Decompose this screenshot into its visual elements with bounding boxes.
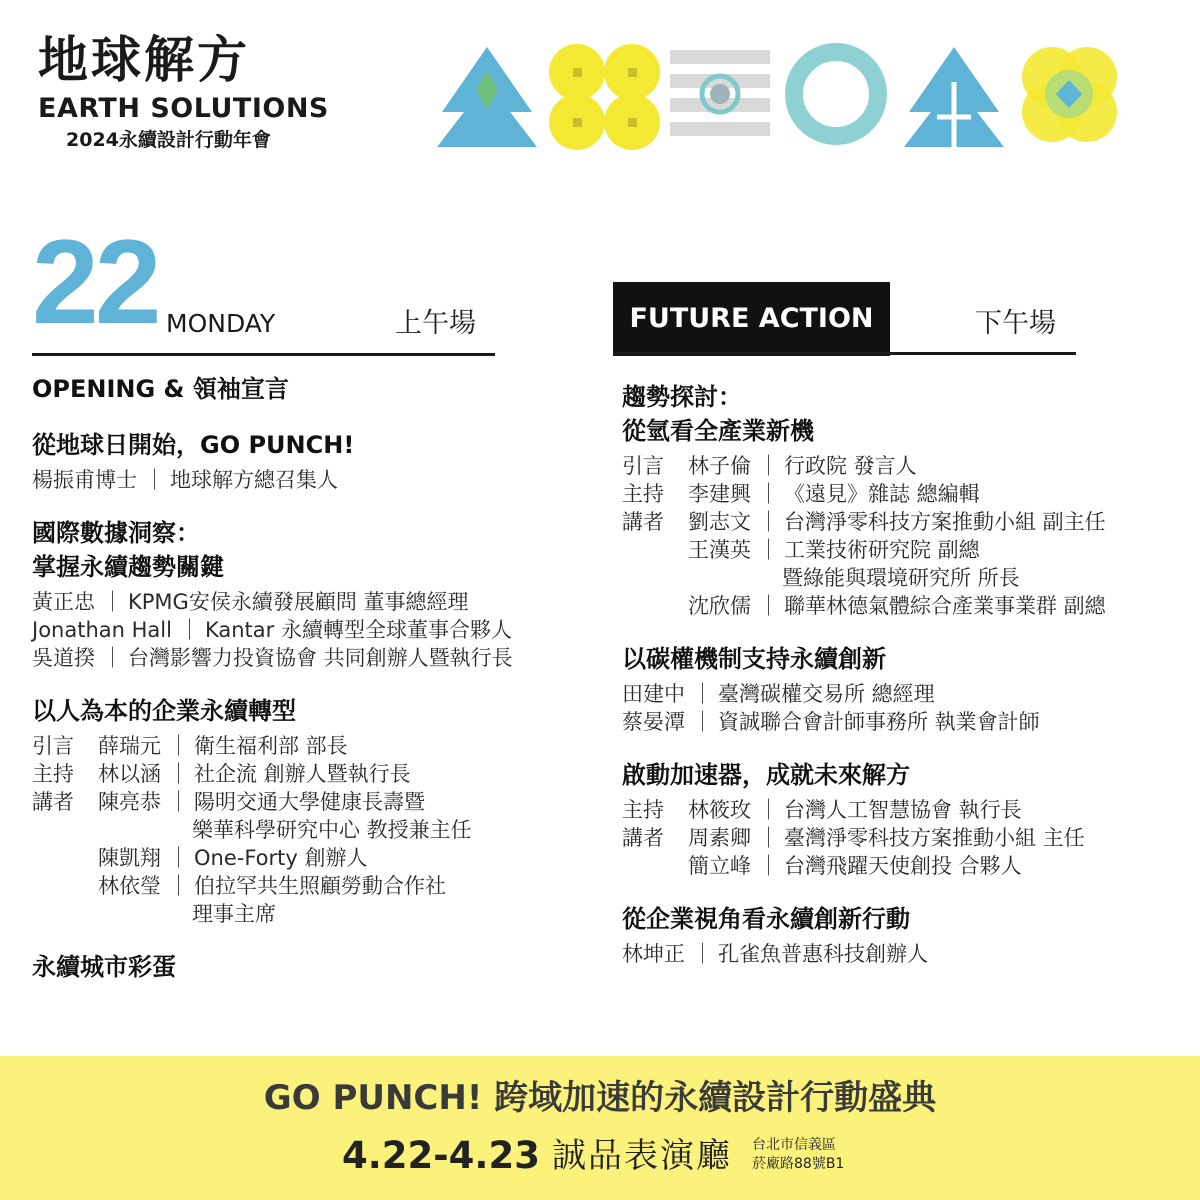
speaker-row: 陳凱翔 ｜ One-Forty 創辦人 xyxy=(98,846,368,870)
tree-icon xyxy=(437,47,537,147)
speaker-row: 主持 林以涵 ｜ 社企流 創辦人暨執行長 xyxy=(32,762,411,786)
speaker-row: 林依瑩 ｜ 伯拉罕共生照顧勞動合作社 xyxy=(98,874,446,898)
affiliation-continued: 暨綠能與環境研究所 所長 xyxy=(782,566,1020,590)
speaker-role: 主持 xyxy=(622,798,664,822)
program-block xyxy=(32,694,592,928)
speaker-name: 簡立峰 xyxy=(688,854,751,878)
decorative-banner xyxy=(432,42,1132,152)
program-block xyxy=(622,380,1182,620)
speaker-affiliation: 衛生福利部 部長 xyxy=(194,734,348,758)
speaker-name: 田建中 xyxy=(622,682,685,706)
event-logo xyxy=(38,30,358,154)
speaker-row: 王漢英 ｜ 工業技術研究院 副總 xyxy=(688,538,980,562)
logo-chinese: 地球解方 xyxy=(38,31,250,89)
address-line: 菸廠路88號B1 xyxy=(752,1156,845,1172)
speaker-role: 引言 xyxy=(622,454,664,478)
speaker-role: 講者 xyxy=(622,510,664,534)
event-dates: 4.22-4.23 xyxy=(342,1134,540,1177)
speaker-row: 簡立峰 ｜ 台灣飛躍天使創投 合夥人 xyxy=(688,854,1022,878)
speaker-name: 李建興 xyxy=(688,482,751,506)
speaker-name: 王漢英 xyxy=(688,538,751,562)
speaker-name: 蔡晏潭 xyxy=(622,710,685,734)
address-line: 台北市信義區 xyxy=(752,1137,836,1153)
block-title: 掌握永續趨勢關鍵 xyxy=(32,553,224,581)
program-block xyxy=(32,950,592,984)
speaker-name: 林筱玫 xyxy=(688,798,751,822)
speaker-affiliation: 地球解方總召集人 xyxy=(170,468,338,492)
event-venue: 誠品表演廳 xyxy=(552,1136,732,1176)
venue-address xyxy=(752,1136,844,1174)
block-title: 從企業視角看永續創新行動 xyxy=(622,905,910,933)
speaker-row: 楊振甫博士 ｜ 地球解方總召集人 xyxy=(32,468,338,492)
speaker-row: 引言 林子倫 ｜ 行政院 發言人 xyxy=(622,454,917,478)
speaker-role: 主持 xyxy=(622,482,664,506)
afternoon-program xyxy=(622,380,1182,990)
speaker-name: 劉志文 xyxy=(688,510,751,534)
speaker-name: 林以涵 xyxy=(98,762,161,786)
speaker-affiliation: 臺灣碳權交易所 總經理 xyxy=(718,682,935,706)
program-block xyxy=(32,428,592,494)
speaker-affiliation: Kantar 永續轉型全球董事合夥人 xyxy=(204,618,512,642)
speaker-row: 講者 劉志文 ｜ 台灣淨零科技方案推動小組 副主任 xyxy=(622,510,1106,534)
speaker-row: Jonathan Hall ｜ Kantar 永續轉型全球董事合夥人 xyxy=(32,618,512,642)
speaker-affiliation: 社企流 創辦人暨執行長 xyxy=(194,762,411,786)
speaker-name: 黃正忠 xyxy=(32,590,95,614)
block-title: 國際數據洞察： xyxy=(32,519,200,547)
speaker-affiliation: 資誠聯合會計師事務所 執業會計師 xyxy=(718,710,1040,734)
speaker-affiliation: 伯拉罕共生照顧勞動合作社 xyxy=(194,874,446,898)
divider-left xyxy=(32,353,495,356)
footer-title: GO PUNCH! 跨域加速的永續設計行動盛典 xyxy=(263,1078,937,1118)
speaker-affiliation: 工業技術研究院 副總 xyxy=(784,538,980,562)
speaker-name: 林子倫 xyxy=(688,454,751,478)
speaker-row: 主持 林筱玫 ｜ 台灣人工智慧協會 執行長 xyxy=(622,798,1022,822)
speaker-name: 林坤正 xyxy=(622,942,685,966)
block-title: OPENING & 領袖宣言 xyxy=(32,375,289,403)
program-block xyxy=(32,516,592,672)
block-title: 啟動加速器，成就未來解方 xyxy=(622,761,910,789)
program-block xyxy=(622,642,1182,736)
speaker-row: 沈欣儒 ｜ 聯華林德氣體綜合產業事業群 副總 xyxy=(688,594,1106,618)
speaker-name: Jonathan Hall xyxy=(32,618,172,642)
speaker-row: 引言 薛瑞元 ｜ 衛生福利部 部長 xyxy=(32,734,348,758)
speaker-row: 黃正忠 ｜ KPMG安侯永續發展顧問 董事總經理 xyxy=(32,590,469,614)
morning-session-label: 上午場 xyxy=(395,308,476,339)
speaker-role: 講者 xyxy=(622,826,664,850)
footer-banner xyxy=(0,1056,1200,1200)
future-action-label: FUTURE ACTION xyxy=(613,282,890,356)
program-block xyxy=(32,372,592,406)
affiliation-continued: 理事主席 xyxy=(192,902,276,926)
speaker-row: 吳道揆 ｜ 台灣影響力投資協會 共同創辦人暨執行長 xyxy=(32,646,513,670)
speaker-row: 講者 陳亮恭 ｜ 陽明交通大學健康長壽暨 xyxy=(32,790,425,814)
block-title: 趨勢探討： xyxy=(622,383,742,411)
speaker-name: 林依瑩 xyxy=(98,874,161,898)
morning-program xyxy=(32,372,592,1006)
logo-english: EARTH SOLUTIONS xyxy=(38,93,329,124)
affiliation-continued: 樂華科學研究中心 教授兼主任 xyxy=(192,818,472,842)
speaker-affiliation: 孔雀魚普惠科技創辦人 xyxy=(718,942,928,966)
divider-right xyxy=(613,352,1076,355)
speaker-row: 主持 李建興 ｜ 《遠見》雜誌 總編輯 xyxy=(622,482,980,506)
tree-icon xyxy=(904,47,1004,147)
speaker-affiliation: 《遠見》雜誌 總編輯 xyxy=(784,482,980,506)
block-title: 以碳權機制支持永續創新 xyxy=(622,645,886,673)
speaker-affiliation: 臺灣淨零科技方案推動小組 主任 xyxy=(784,826,1085,850)
program-block xyxy=(622,902,1182,968)
program-block xyxy=(622,758,1182,880)
speaker-row: 蔡晏潭 ｜ 資誠聯合會計師事務所 執業會計師 xyxy=(622,710,1040,734)
flower-icon xyxy=(549,44,660,150)
speaker-name: 陳亮恭 xyxy=(98,790,161,814)
speaker-name: 周素卿 xyxy=(688,826,751,850)
block-title: 以人為本的企業永續轉型 xyxy=(32,697,296,725)
speaker-affiliation: 行政院 發言人 xyxy=(784,454,917,478)
afternoon-session-label: 下午場 xyxy=(975,308,1056,339)
speaker-name: 沈欣儒 xyxy=(688,594,751,618)
speaker-affiliation: 台灣影響力投資協會 共同創辦人暨執行長 xyxy=(128,646,513,670)
block-title: 永續城市彩蛋 xyxy=(32,953,176,981)
speaker-name: 陳凱翔 xyxy=(98,846,161,870)
speaker-role: 講者 xyxy=(32,790,74,814)
day-name: MONDAY xyxy=(166,309,276,338)
speaker-role: 引言 xyxy=(32,734,74,758)
block-title: 從氫看全產業新機 xyxy=(622,417,814,445)
speaker-row: 林坤正 ｜ 孔雀魚普惠科技創辦人 xyxy=(622,942,928,966)
speaker-affiliation: 聯華林德氣體綜合產業事業群 副總 xyxy=(784,594,1106,618)
speaker-row: 講者 周素卿 ｜ 臺灣淨零科技方案推動小組 主任 xyxy=(622,826,1085,850)
logo-subtitle: 2024永續設計行動年會 xyxy=(66,129,271,151)
speaker-role: 主持 xyxy=(32,762,74,786)
speaker-name: 吳道揆 xyxy=(32,646,95,670)
speaker-name: 楊振甫博士 xyxy=(32,468,137,492)
overlap-circles-icon xyxy=(1022,47,1117,142)
day-number: 22 xyxy=(32,215,158,349)
speaker-affiliation: 陽明交通大學健康長壽暨 xyxy=(194,790,425,814)
block-title: 從地球日開始，GO PUNCH! xyxy=(32,431,355,459)
stripes-icon xyxy=(670,50,770,136)
ring-icon xyxy=(794,52,878,136)
speaker-affiliation: 台灣飛躍天使創投 合夥人 xyxy=(784,854,1022,878)
speaker-affiliation: KPMG安侯永續發展顧問 董事總經理 xyxy=(128,590,469,614)
speaker-name: 薛瑞元 xyxy=(98,734,161,758)
speaker-affiliation: 台灣人工智慧協會 執行長 xyxy=(784,798,1022,822)
speaker-affiliation: 台灣淨零科技方案推動小組 副主任 xyxy=(784,510,1106,534)
speaker-affiliation: One-Forty 創辦人 xyxy=(194,846,368,870)
speaker-row: 田建中 ｜ 臺灣碳權交易所 總經理 xyxy=(622,682,935,706)
